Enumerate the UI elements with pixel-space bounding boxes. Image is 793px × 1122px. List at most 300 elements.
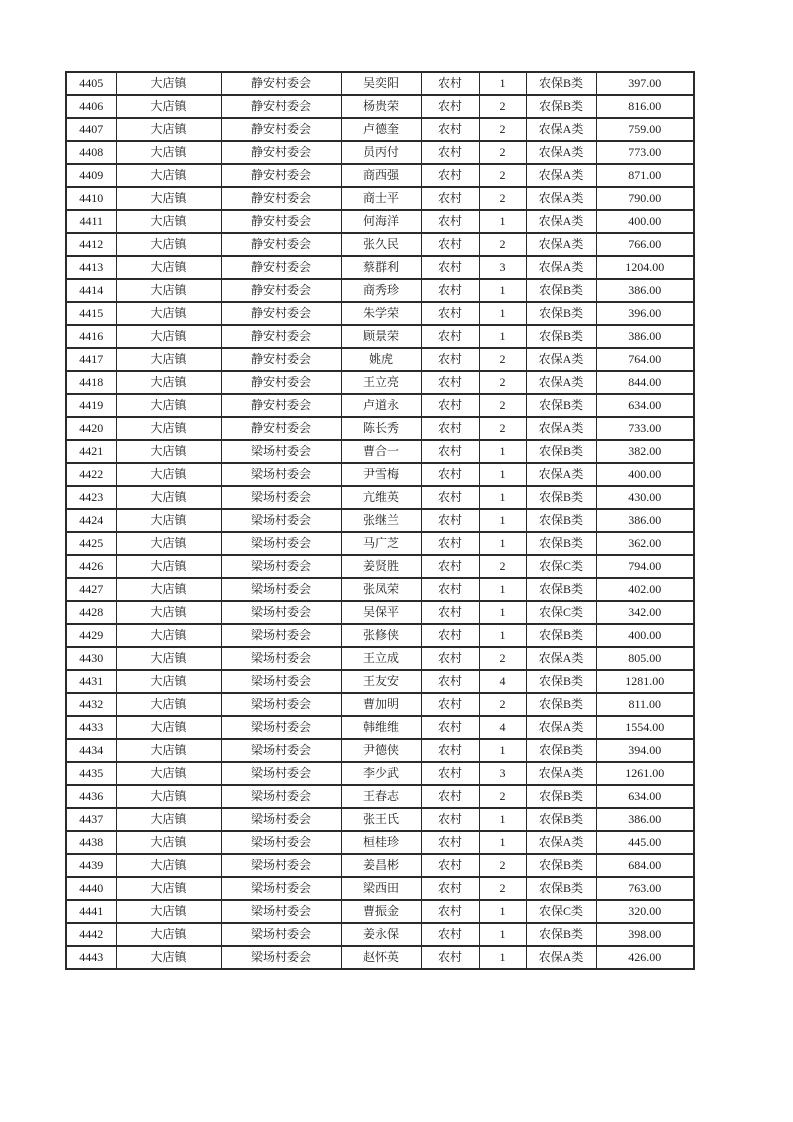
cell-category: 农村 (421, 532, 479, 555)
cell-category: 农村 (421, 95, 479, 118)
cell-village: 梁场村委会 (221, 739, 341, 762)
cell-category: 农村 (421, 279, 479, 302)
cell-name: 朱学荣 (341, 302, 421, 325)
cell-village: 梁场村委会 (221, 486, 341, 509)
table-row (66, 371, 694, 394)
table-row (66, 670, 694, 693)
cell-insurance_type: 农保B类 (526, 486, 596, 509)
cell-serial: 4433 (66, 716, 116, 739)
cell-village: 梁场村委会 (221, 785, 341, 808)
cell-amount: 811.00 (596, 693, 694, 716)
cell-town: 大店镇 (116, 95, 221, 118)
cell-name: 梁西田 (341, 877, 421, 900)
cell-insurance_type: 农保A类 (526, 716, 596, 739)
cell-insurance_type: 农保C类 (526, 601, 596, 624)
cell-category: 农村 (421, 164, 479, 187)
cell-town: 大店镇 (116, 141, 221, 164)
cell-category: 农村 (421, 601, 479, 624)
table-row (66, 693, 694, 716)
cell-name: 姚虎 (341, 348, 421, 371)
cell-village: 静安村委会 (221, 302, 341, 325)
table-row (66, 210, 694, 233)
cell-village: 静安村委会 (221, 95, 341, 118)
cell-amount: 402.00 (596, 578, 694, 601)
cell-town: 大店镇 (116, 210, 221, 233)
table-row (66, 325, 694, 348)
cell-town: 大店镇 (116, 233, 221, 256)
table-row (66, 164, 694, 187)
cell-serial: 4430 (66, 647, 116, 670)
cell-insurance_type: 农保A类 (526, 762, 596, 785)
table-row (66, 555, 694, 578)
cell-insurance_type: 农保A类 (526, 946, 596, 969)
cell-insurance_type: 农保A类 (526, 210, 596, 233)
cell-name: 顾景荣 (341, 325, 421, 348)
cell-town: 大店镇 (116, 118, 221, 141)
table-row (66, 394, 694, 417)
cell-serial: 4436 (66, 785, 116, 808)
cell-insurance_type: 农保B类 (526, 785, 596, 808)
cell-name: 张继兰 (341, 509, 421, 532)
cell-amount: 430.00 (596, 486, 694, 509)
cell-name: 王立亮 (341, 371, 421, 394)
cell-amount: 342.00 (596, 601, 694, 624)
cell-amount: 400.00 (596, 210, 694, 233)
cell-insurance_type: 农保A类 (526, 187, 596, 210)
cell-category: 农村 (421, 302, 479, 325)
table-row (66, 739, 694, 762)
cell-category: 农村 (421, 555, 479, 578)
cell-village: 静安村委会 (221, 118, 341, 141)
cell-town: 大店镇 (116, 532, 221, 555)
cell-count: 1 (479, 601, 526, 624)
table-row (66, 900, 694, 923)
cell-count: 1 (479, 532, 526, 555)
cell-village: 静安村委会 (221, 279, 341, 302)
cell-name: 张修侠 (341, 624, 421, 647)
cell-insurance_type: 农保A类 (526, 647, 596, 670)
cell-category: 农村 (421, 831, 479, 854)
cell-name: 姜贤胜 (341, 555, 421, 578)
cell-insurance_type: 农保A类 (526, 141, 596, 164)
cell-village: 静安村委会 (221, 210, 341, 233)
cell-count: 2 (479, 555, 526, 578)
cell-count: 2 (479, 141, 526, 164)
cell-insurance_type: 农保B类 (526, 739, 596, 762)
cell-serial: 4441 (66, 900, 116, 923)
cell-town: 大店镇 (116, 348, 221, 371)
table-row (66, 808, 694, 831)
cell-amount: 386.00 (596, 279, 694, 302)
cell-amount: 790.00 (596, 187, 694, 210)
cell-count: 1 (479, 831, 526, 854)
cell-category: 农村 (421, 348, 479, 371)
cell-insurance_type: 农保B类 (526, 578, 596, 601)
cell-name: 姜永保 (341, 923, 421, 946)
cell-amount: 386.00 (596, 509, 694, 532)
cell-count: 1 (479, 509, 526, 532)
cell-village: 梁场村委会 (221, 900, 341, 923)
cell-name: 尹雪梅 (341, 463, 421, 486)
table-row (66, 509, 694, 532)
cell-category: 农村 (421, 739, 479, 762)
cell-serial: 4431 (66, 670, 116, 693)
cell-town: 大店镇 (116, 785, 221, 808)
table-row (66, 279, 694, 302)
cell-amount: 805.00 (596, 647, 694, 670)
table-row (66, 440, 694, 463)
cell-town: 大店镇 (116, 302, 221, 325)
cell-amount: 1261.00 (596, 762, 694, 785)
cell-count: 2 (479, 118, 526, 141)
cell-amount: 397.00 (596, 72, 694, 95)
cell-town: 大店镇 (116, 256, 221, 279)
cell-count: 2 (479, 693, 526, 716)
cell-serial: 4439 (66, 854, 116, 877)
cell-town: 大店镇 (116, 486, 221, 509)
cell-serial: 4414 (66, 279, 116, 302)
cell-village: 静安村委会 (221, 394, 341, 417)
cell-count: 1 (479, 923, 526, 946)
cell-count: 1 (479, 325, 526, 348)
cell-category: 农村 (421, 624, 479, 647)
cell-category: 农村 (421, 900, 479, 923)
cell-serial: 4427 (66, 578, 116, 601)
cell-category: 农村 (421, 946, 479, 969)
cell-amount: 773.00 (596, 141, 694, 164)
cell-serial: 4412 (66, 233, 116, 256)
cell-town: 大店镇 (116, 854, 221, 877)
cell-town: 大店镇 (116, 371, 221, 394)
cell-village: 梁场村委会 (221, 624, 341, 647)
cell-name: 桓桂珍 (341, 831, 421, 854)
table-row (66, 72, 694, 95)
table-row (66, 348, 694, 371)
cell-village: 静安村委会 (221, 417, 341, 440)
cell-serial: 4426 (66, 555, 116, 578)
cell-village: 梁场村委会 (221, 670, 341, 693)
cell-serial: 4422 (66, 463, 116, 486)
cell-town: 大店镇 (116, 72, 221, 95)
cell-count: 1 (479, 72, 526, 95)
cell-village: 静安村委会 (221, 348, 341, 371)
cell-serial: 4429 (66, 624, 116, 647)
cell-category: 农村 (421, 463, 479, 486)
cell-town: 大店镇 (116, 900, 221, 923)
cell-town: 大店镇 (116, 601, 221, 624)
cell-town: 大店镇 (116, 417, 221, 440)
cell-village: 梁场村委会 (221, 509, 341, 532)
cell-count: 2 (479, 348, 526, 371)
cell-insurance_type: 农保B类 (526, 923, 596, 946)
cell-count: 4 (479, 670, 526, 693)
cell-amount: 634.00 (596, 785, 694, 808)
cell-category: 农村 (421, 210, 479, 233)
cell-amount: 400.00 (596, 624, 694, 647)
table-row (66, 187, 694, 210)
cell-name: 亢维英 (341, 486, 421, 509)
cell-amount: 445.00 (596, 831, 694, 854)
cell-insurance_type: 农保B类 (526, 670, 596, 693)
cell-amount: 766.00 (596, 233, 694, 256)
cell-name: 杨贵荣 (341, 95, 421, 118)
cell-insurance_type: 农保B类 (526, 808, 596, 831)
pension-table (65, 71, 695, 970)
cell-insurance_type: 农保A类 (526, 348, 596, 371)
cell-village: 静安村委会 (221, 187, 341, 210)
cell-serial: 4418 (66, 371, 116, 394)
cell-town: 大店镇 (116, 739, 221, 762)
cell-amount: 794.00 (596, 555, 694, 578)
cell-count: 2 (479, 877, 526, 900)
cell-town: 大店镇 (116, 923, 221, 946)
cell-insurance_type: 农保A类 (526, 417, 596, 440)
cell-amount: 763.00 (596, 877, 694, 900)
cell-insurance_type: 农保B类 (526, 532, 596, 555)
cell-insurance_type: 农保A类 (526, 164, 596, 187)
cell-amount: 1281.00 (596, 670, 694, 693)
cell-village: 静安村委会 (221, 256, 341, 279)
cell-town: 大店镇 (116, 555, 221, 578)
cell-serial: 4434 (66, 739, 116, 762)
cell-category: 农村 (421, 187, 479, 210)
cell-serial: 4407 (66, 118, 116, 141)
cell-village: 梁场村委会 (221, 923, 341, 946)
cell-serial: 4425 (66, 532, 116, 555)
cell-serial: 4411 (66, 210, 116, 233)
cell-serial: 4424 (66, 509, 116, 532)
cell-village: 梁场村委会 (221, 854, 341, 877)
cell-village: 梁场村委会 (221, 440, 341, 463)
cell-name: 何海洋 (341, 210, 421, 233)
cell-name: 赵怀英 (341, 946, 421, 969)
cell-town: 大店镇 (116, 463, 221, 486)
cell-amount: 1554.00 (596, 716, 694, 739)
cell-category: 农村 (421, 578, 479, 601)
table-row (66, 118, 694, 141)
cell-serial: 4405 (66, 72, 116, 95)
cell-amount: 362.00 (596, 532, 694, 555)
cell-village: 梁场村委会 (221, 693, 341, 716)
cell-town: 大店镇 (116, 509, 221, 532)
cell-serial: 4415 (66, 302, 116, 325)
cell-village: 梁场村委会 (221, 601, 341, 624)
cell-category: 农村 (421, 325, 479, 348)
cell-name: 张凤荣 (341, 578, 421, 601)
cell-category: 农村 (421, 233, 479, 256)
cell-town: 大店镇 (116, 716, 221, 739)
cell-amount: 759.00 (596, 118, 694, 141)
cell-town: 大店镇 (116, 946, 221, 969)
cell-serial: 4435 (66, 762, 116, 785)
cell-village: 梁场村委会 (221, 762, 341, 785)
table-row (66, 762, 694, 785)
cell-town: 大店镇 (116, 187, 221, 210)
table-row (66, 647, 694, 670)
cell-village: 梁场村委会 (221, 463, 341, 486)
cell-name: 卢德奎 (341, 118, 421, 141)
cell-name: 王春志 (341, 785, 421, 808)
cell-insurance_type: 农保A类 (526, 256, 596, 279)
cell-name: 陈长秀 (341, 417, 421, 440)
cell-insurance_type: 农保B类 (526, 72, 596, 95)
cell-category: 农村 (421, 854, 479, 877)
cell-village: 静安村委会 (221, 141, 341, 164)
cell-insurance_type: 农保B类 (526, 95, 596, 118)
cell-serial: 4423 (66, 486, 116, 509)
cell-count: 2 (479, 854, 526, 877)
cell-amount: 426.00 (596, 946, 694, 969)
cell-name: 卢道永 (341, 394, 421, 417)
cell-count: 2 (479, 647, 526, 670)
table-row (66, 923, 694, 946)
cell-category: 农村 (421, 486, 479, 509)
table-row (66, 417, 694, 440)
cell-amount: 394.00 (596, 739, 694, 762)
table-row (66, 946, 694, 969)
cell-town: 大店镇 (116, 670, 221, 693)
cell-insurance_type: 农保B类 (526, 624, 596, 647)
cell-name: 张王氏 (341, 808, 421, 831)
cell-count: 2 (479, 394, 526, 417)
table-row (66, 854, 694, 877)
cell-count: 4 (479, 716, 526, 739)
cell-count: 2 (479, 371, 526, 394)
cell-name: 尹德侠 (341, 739, 421, 762)
cell-amount: 844.00 (596, 371, 694, 394)
cell-count: 2 (479, 785, 526, 808)
cell-name: 李少武 (341, 762, 421, 785)
cell-category: 农村 (421, 141, 479, 164)
cell-village: 梁场村委会 (221, 578, 341, 601)
cell-insurance_type: 农保A类 (526, 371, 596, 394)
cell-category: 农村 (421, 785, 479, 808)
cell-serial: 4420 (66, 417, 116, 440)
table-row (66, 785, 694, 808)
table-row (66, 532, 694, 555)
cell-name: 商西强 (341, 164, 421, 187)
cell-amount: 382.00 (596, 440, 694, 463)
cell-town: 大店镇 (116, 394, 221, 417)
cell-insurance_type: 农保B类 (526, 325, 596, 348)
cell-village: 静安村委会 (221, 371, 341, 394)
cell-insurance_type: 农保B类 (526, 509, 596, 532)
cell-count: 1 (479, 210, 526, 233)
cell-village: 梁场村委会 (221, 808, 341, 831)
cell-count: 1 (479, 302, 526, 325)
cell-insurance_type: 农保C类 (526, 555, 596, 578)
cell-category: 农村 (421, 371, 479, 394)
cell-name: 姜昌彬 (341, 854, 421, 877)
cell-amount: 871.00 (596, 164, 694, 187)
cell-serial: 4421 (66, 440, 116, 463)
cell-insurance_type: 农保B类 (526, 394, 596, 417)
cell-serial: 4428 (66, 601, 116, 624)
cell-insurance_type: 农保B类 (526, 302, 596, 325)
cell-serial: 4417 (66, 348, 116, 371)
cell-category: 农村 (421, 693, 479, 716)
cell-town: 大店镇 (116, 325, 221, 348)
cell-insurance_type: 农保B类 (526, 877, 596, 900)
cell-category: 农村 (421, 72, 479, 95)
table-row (66, 233, 694, 256)
cell-insurance_type: 农保B类 (526, 440, 596, 463)
cell-serial: 4443 (66, 946, 116, 969)
table-row (66, 463, 694, 486)
cell-town: 大店镇 (116, 831, 221, 854)
cell-category: 农村 (421, 256, 479, 279)
cell-name: 蔡群利 (341, 256, 421, 279)
cell-count: 1 (479, 624, 526, 647)
cell-town: 大店镇 (116, 808, 221, 831)
cell-serial: 4442 (66, 923, 116, 946)
cell-insurance_type: 农保A类 (526, 831, 596, 854)
cell-serial: 4409 (66, 164, 116, 187)
cell-town: 大店镇 (116, 693, 221, 716)
cell-serial: 4440 (66, 877, 116, 900)
table-row (66, 95, 694, 118)
cell-amount: 398.00 (596, 923, 694, 946)
cell-name: 商士平 (341, 187, 421, 210)
table-row (66, 256, 694, 279)
cell-village: 静安村委会 (221, 233, 341, 256)
cell-count: 1 (479, 808, 526, 831)
cell-insurance_type: 农保B类 (526, 693, 596, 716)
cell-category: 农村 (421, 509, 479, 532)
cell-town: 大店镇 (116, 164, 221, 187)
cell-category: 农村 (421, 118, 479, 141)
cell-count: 3 (479, 256, 526, 279)
cell-village: 梁场村委会 (221, 716, 341, 739)
cell-amount: 634.00 (596, 394, 694, 417)
table-row (66, 141, 694, 164)
cell-count: 2 (479, 233, 526, 256)
cell-count: 1 (479, 440, 526, 463)
cell-category: 农村 (421, 877, 479, 900)
cell-count: 1 (479, 279, 526, 302)
cell-village: 梁场村委会 (221, 647, 341, 670)
cell-name: 商秀珍 (341, 279, 421, 302)
cell-serial: 4432 (66, 693, 116, 716)
cell-town: 大店镇 (116, 647, 221, 670)
cell-name: 王立成 (341, 647, 421, 670)
cell-insurance_type: 农保A类 (526, 118, 596, 141)
cell-serial: 4438 (66, 831, 116, 854)
cell-category: 农村 (421, 647, 479, 670)
cell-serial: 4437 (66, 808, 116, 831)
table-row (66, 831, 694, 854)
cell-count: 1 (479, 946, 526, 969)
cell-name: 吴奕阳 (341, 72, 421, 95)
cell-category: 农村 (421, 670, 479, 693)
table-row (66, 578, 694, 601)
cell-amount: 386.00 (596, 325, 694, 348)
cell-amount: 733.00 (596, 417, 694, 440)
cell-count: 2 (479, 187, 526, 210)
cell-name: 张久民 (341, 233, 421, 256)
cell-count: 1 (479, 463, 526, 486)
cell-village: 梁场村委会 (221, 831, 341, 854)
table-row (66, 486, 694, 509)
cell-town: 大店镇 (116, 877, 221, 900)
cell-town: 大店镇 (116, 279, 221, 302)
cell-insurance_type: 农保B类 (526, 279, 596, 302)
cell-name: 曹加明 (341, 693, 421, 716)
table-row (66, 877, 694, 900)
cell-category: 农村 (421, 923, 479, 946)
cell-category: 农村 (421, 440, 479, 463)
cell-amount: 386.00 (596, 808, 694, 831)
